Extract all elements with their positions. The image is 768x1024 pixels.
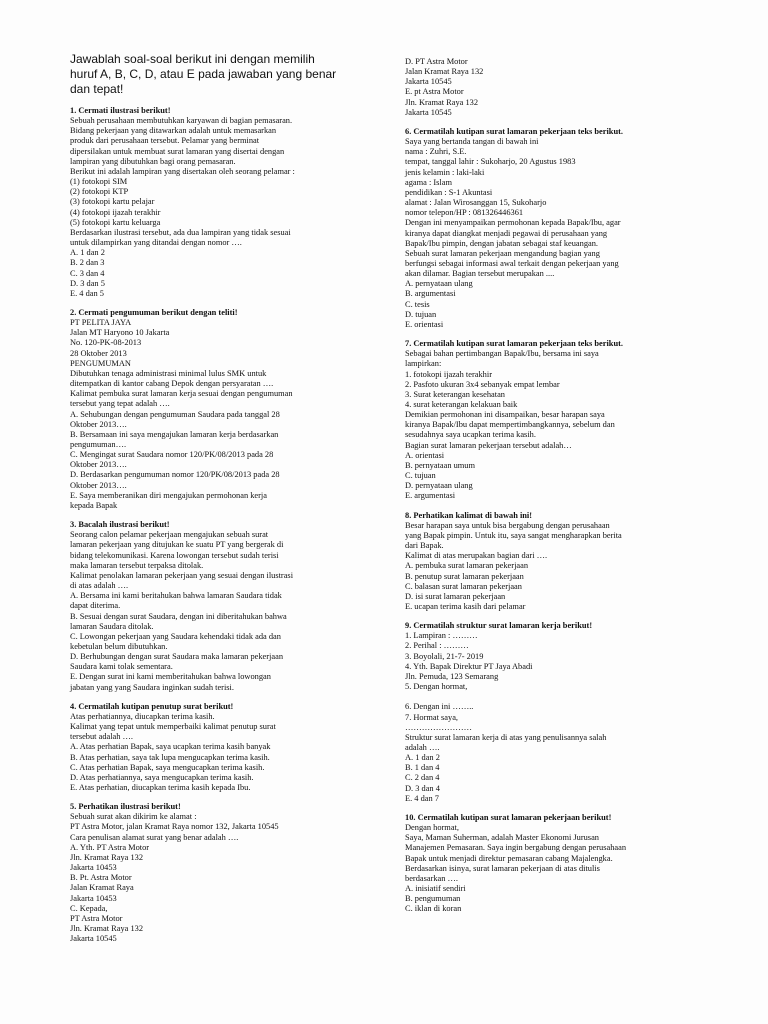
question-line: …………………… [405,722,472,732]
instruction-line: huruf A, B, C, D, atau E pada jawaban yang benar [70,67,337,81]
question-line: jenis kelamin : laki-laki [405,167,485,177]
question-line: 2. Pasfoto ukuran 3x4 sebanyak empat lembar [405,379,560,389]
question-line: Struktur surat lamaran kerja di atas yang penulisannya salah [405,732,607,742]
question-line: 2. Perihal : ……… [405,641,469,651]
question-line: B. 1 dan 4 [405,763,440,773]
question-line: PENGUMUMAN [70,358,131,368]
question-heading: 4. Cermatilah kutipan penutup surat berikut! [70,701,234,711]
question-line: A. inisiatif sendiri [405,884,466,894]
question-line: nomor telepon/HP : 081326446361 [405,208,524,218]
question-line: B. 2 dan 3 [70,258,105,268]
question-line: C. Mengingat surat Saudara nomor 120/PK/08/2013 pada 28 [70,450,274,460]
question-line: D. pernyataan ulang [405,481,473,491]
question-q6 [405,127,705,330]
question-line: PT Astra Motor, jalan Kramat Raya nomor 132, Jakarta 10545 [70,822,279,832]
question-line: Sebuah surat lamaran pekerjaan mengandung bagian yang [405,248,600,258]
question-line: D. Berhubungan dengan surat Saudara maka lamaran pekerjaan [70,652,284,662]
question-q1 [70,106,370,299]
question-line: dipersilakan untuk membuat surat lamaran yang disertai dengan [70,146,285,156]
question-line: A. Bersama ini kami beritahukan bahwa lamaran Saudara tidak [70,591,282,601]
question-heading: 6. Cermatilah kutipan surat lamaran pekerjaan teks berikut. [405,126,623,136]
question-q2 [70,308,370,511]
question-q3 [70,520,370,693]
question-heading: D. PT Astra Motor [405,57,468,66]
question-line: Jakarta 10545 [405,77,452,87]
question-line: C. tujuan [405,471,436,481]
question-line: Bidang pekerjaan yang ditawarkan adalah untuk memasarkan [70,126,277,136]
question-line: agama : Islam [405,177,452,187]
question-line: 1. Lampiran : ……… [405,631,478,641]
question-line: Atas perhatiannya, diucapkan terima kasih. [70,711,215,721]
question-heading: 9. Cermatilah struktur surat lamaran kerja berikut! [405,621,593,631]
question-line: A. pembuka surat lamaran pekerjaan [405,561,529,571]
question-heading: 8. Perhatikan kalimat di bawah ini! [405,510,533,520]
question-heading: 5. Perhatikan ilustrasi berikut! [70,802,181,812]
question-line: tersebut yang tepat adalah …. [70,399,170,409]
question-line: A. 1 dan 2 [405,753,440,763]
question-line: C. Kepada, [70,903,108,913]
question-line: B. Atas perhatian, saya tak lupa mengucapkan terima kasih. [70,752,270,762]
question-line: Manajemen Pemasaran. Saya ingin bergabung dengan perusahaan [405,843,627,853]
question-line: Jakarta 10453 [70,893,117,903]
question-heading: 1. Cermati ilustrasi berikut! [70,106,171,115]
question-line: kepada Bapak [70,500,118,510]
question-line: bidang telekomunikasi. Karena lowongan tersebut sudah terisi [70,550,279,560]
question-line: lampiran yang dibutuhkan bagi orang pemasaran. [70,156,236,166]
question-line: B. argumentasi [405,289,456,299]
question-line [405,692,705,702]
question-line: untuk dilampirkan yang ditandai dengan nomor …. [70,238,242,248]
question-line: Oktober 2013…. [70,460,127,470]
question-line: 3. Boyolali, 21-7- 2019 [405,651,484,661]
instruction-line: dan tepat! [70,82,124,96]
left-column [70,52,370,953]
question-heading: 10. Cermatilah kutipan surat lamaran pekerjaan berikut! [405,812,612,822]
instructions [70,52,370,97]
question-line: alamat : Jalan Wirosanggan 15, Sukoharjo [405,198,547,208]
question-line: E. argumentasi [405,491,456,501]
question-line: Cara penulisan alamat surat yang benar adalah …. [70,832,239,842]
question-line: Jln. Kramat Raya 132 [70,924,144,934]
question-line: PT Astra Motor [70,913,123,923]
question-line: 4. Yth. Bapak Direktur PT Jaya Abadi [405,661,533,671]
question-line: Kalimat penolakan lamaran pekerjaan yang sesuai dengan ilustrasi [70,570,294,580]
question-line: 1. fotokopi ijazah terakhir [405,369,492,379]
question-line: 28 Oktober 2013 [70,348,127,358]
question-line: Bapak/Ibu pimpin, dengan jabatan sebagai staf keuangan. [405,238,599,248]
question-line: D. Atas perhatiannya, saya mengucapkan terima kasih. [70,772,254,782]
question-line: Bapak untuk menjadi direktur pemasaran cabang Majalengka. [405,853,613,863]
question-q10 [405,813,705,915]
question-line: Jln. Pemuda, 123 Semarang [405,671,499,681]
question-line: B. Bersamaan ini saya mengajukan lamaran kerja berdasarkan [70,429,279,439]
question-line: E. orientasi [405,319,444,329]
question-line: B. pengumuman [405,894,461,904]
question-line: Bagian surat lamaran pekerjaan tersebut adalah… [405,440,572,450]
question-line: sesudahnya saya ucapkan terima kasih. [405,430,536,440]
right-questions [405,57,705,915]
question-line: C. 2 dan 4 [405,773,440,783]
question-line: Berikut ini adalah lampiran yang disertakan oleh seorang pelamar : [70,166,295,176]
question-line: maka lamaran tersebut terpaksa ditolak. [70,560,204,570]
question-line: E. ucapan terima kasih dari pelamar [405,601,526,611]
question-line: tersebut adalah …. [70,732,134,742]
question-line: adalah …. [405,743,440,752]
question-line: E. Saya memberanikan diri mengajukan permohonan kerja [70,490,267,500]
question-line: B. pernyataan umum [405,460,476,470]
question-line: lampirkan: [405,359,442,369]
question-line: B. penutup surat lamaran pekerjaan [405,571,524,581]
question-line: D. isi surat lamaran pekerjaan [405,591,506,601]
question-line: Demikian permohonan ini disampaikan, besar harapan saya [405,410,605,420]
question-line: di atas adalah …. [70,581,129,591]
question-line: kiranya Bapak/Ibu dapat mempertimbangkannya, sebelum dan [405,420,615,430]
question-heading: 3. Bacalah ilustrasi berikut! [70,520,170,530]
question-line: ditempatkan di kantor cabang Depok dengan persyaratan …. [70,379,274,389]
question-line: B. Sesuai dengan surat Saudara, dengan ini diberitahukan bahwa [70,611,287,621]
question-line: kebetulan belum dibutuhkan. [70,641,168,651]
question-line: Saudara kami tolak sementara. [70,662,173,672]
question-line: A. Atas perhatian Bapak, saya ucapkan terima kasih banyak [70,742,271,752]
question-line: pengumuman…. [70,440,127,449]
question-line: Saya yang bertanda tangan di bawah ini [405,137,539,147]
left-questions [70,106,370,944]
question-line: 5. Dengan hormat, [405,682,468,692]
question-line: A. Sehubungan dengan pengumuman Saudara pada tanggal 28 [70,409,280,419]
question-line: E. Atas perhatian, diucapkan terima kasih kepada Ibu. [70,783,251,792]
question-line: Jakarta 10545 [70,934,117,944]
question-line: Dengan ini menyampaikan permohonan kepada Bapak/Ibu, agar [405,218,621,228]
question-line: berdasarkan …. [405,873,459,883]
question-line: No. 120-PK-08-2013 [70,338,142,348]
question-line: Kalimat pembuka surat lamaran kerja sesuai dengan pengumuman [70,389,293,399]
question-q7 [405,339,705,502]
question-heading: 7. Cermatilah kutipan surat lamaran pekerjaan teks berikut. [405,339,623,349]
question-line: lamaran Saudara ditolak. [70,621,154,631]
question-line: Jln. Kramat Raya 132 [405,97,479,107]
question-line: A. pernyataan ulang [405,279,473,289]
question-line: PT PELITA JAYA [70,318,132,328]
question-line: (5) fotokopi kartu keluarga [70,217,161,227]
right-column [405,57,705,924]
question-line: Dengan hormat, [405,823,459,833]
question-line: E. Dengan surat ini kami memberitahukan bahwa lowongan [70,672,271,682]
question-line: produk dari perusahaan tersebut. Pelamar yang berminat [70,136,260,146]
question-line: D. 3 dan 5 [70,278,105,288]
question-line: 7. Hormat saya, [405,712,459,722]
question-line: Berdasarkan isinya, surat lamaran pekerjaan di atas ditulis [405,863,600,873]
question-line: yang Bapak pimpin. Untuk itu, saya sangat mengharapkan berita [405,530,622,540]
question-line: tempat, tanggal lahir : Sukoharjo, 20 Agustus 1983 [405,157,576,167]
question-line: E. 4 dan 5 [70,288,104,298]
question-line: Jakarta 10453 [70,863,117,873]
question-line: C. balasan surat lamaran pekerjaan [405,581,522,591]
question-line: Oktober 2013…. [70,419,127,429]
question-heading: 2. Cermati pengumuman berikut dengan teliti! [70,307,238,317]
question-line: D. 3 dan 4 [405,783,440,793]
question-line: (1) fotokopi SIM [70,177,128,187]
question-q8 [405,511,705,613]
question-line: 6. Dengan ini …….. [405,702,474,712]
question-line: D. tujuan [405,309,437,319]
question-line: 3. Surat keterangan kesehatan [405,389,505,399]
question-q4 [70,702,370,793]
question-line: jabatan yang yang Saudara inginkan sudah terisi. [70,682,234,692]
question-line: (3) fotokopi kartu pelajar [70,197,155,207]
question-q5 [70,802,370,944]
question-line: Jln. Kramat Raya 132 [70,852,144,862]
question-line: Jalan Kramat Raya [70,883,134,893]
question-line: Kalimat yang tepat untuk memperbaiki kalimat penutup surat [70,722,276,732]
question-line: nama : Zuhri, S.E. [405,147,467,157]
question-line: Besar harapan saya untuk bisa bergabung dengan perusahaan [405,520,610,530]
question-line: A. 1 dan 2 [70,248,105,258]
question-line: B. Pt. Astra Motor [70,873,132,883]
question-line: D. Berdasarkan pengumuman nomor 120/PK/08/2013 pada 28 [70,470,280,480]
question-line: E. pt Astra Motor [405,87,464,97]
question-line: lamaran pekerjaan yang ditujukan ke suatu PT yang bergerak di [70,540,284,550]
question-line: C. iklan di koran [405,904,462,914]
question-line: C. tesis [405,299,430,309]
question-line: pendidikan : S-1 Akuntasi [405,187,493,197]
question-line: dari Bapak. [405,541,444,551]
question-line: (2) fotokopi KTP [70,187,129,197]
question-line: Jalan Kramat Raya 132 [405,67,484,77]
question-line: Oktober 2013…. [70,480,127,490]
question-line: 4. surat keterangan kelakuan baik [405,400,518,409]
question-line: Saya, Maman Suherman, adalah Master Ekonomi Jurusan [405,833,599,843]
question-q9 [405,621,705,804]
question-line: Jakarta 10545 [405,107,452,117]
question-line: Sebuah perusahaan membutuhkan karyawan di bagian pemasaran. [70,116,293,126]
question-line: Dibutuhkan tenaga administrasi minimal lulus SMK untuk [70,368,267,378]
question-q5-cont [405,57,705,118]
question-line: C. Lowongan pekerjaan yang Saudara kehendaki tidak ada dan [70,631,281,641]
instruction-line: Jawablah soal-soal berikut ini dengan memilih [70,52,315,66]
question-line: Berdasarkan ilustrasi tersebut, ada dua lampiran yang tidak sesuai [70,227,291,237]
question-line: akan dilamar. Bagian tersebut merupakan .... [405,269,555,279]
question-line: Sebuah surat akan dikirim ke alamat : [70,812,197,822]
question-line: berfungsi sebagai informasi awal terkait dengan pekerjaan yang [405,258,619,268]
question-line: dapat diterima. [70,601,121,611]
question-line: C. 3 dan 4 [70,268,105,278]
question-line: A. Yth. PT Astra Motor [70,842,150,852]
question-line: Jalan MT Haryono 10 Jakarta [70,328,170,338]
question-line: A. orientasi [405,450,445,460]
question-line: Seorang calon pelamar pekerjaan mengajukan sebuah surat [70,530,269,540]
question-line: kiranya dapat diangkat menjadi pegawai di perusahaan yang [405,228,608,238]
question-line: C. Atas perhatian Bapak, saya mengucapkan terima kasih. [70,762,265,772]
question-line: E. 4 dan 7 [405,793,439,803]
question-line: Sebagai bahan pertimbangan Bapak/Ibu, bersama ini saya [405,349,599,359]
question-line: (4) fotokopi ijazah terakhir [70,207,161,217]
question-line: Kalimat di atas merupakan bagian dari …. [405,551,548,561]
